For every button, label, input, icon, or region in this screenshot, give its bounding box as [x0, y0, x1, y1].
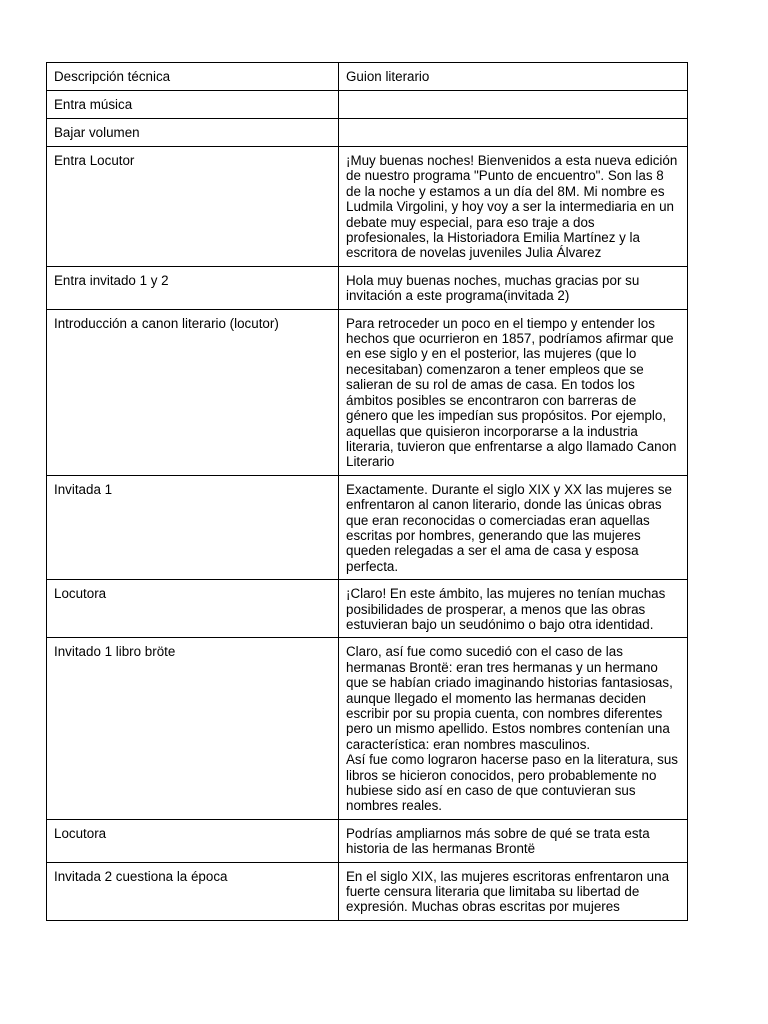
cell-script: Para retroceder un poco en el tiempo y entender los hechos que ocurrieron en 1857, podríamos afirmar que en ese siglo y en el posterior, las mujeres (que lo necesitaban) comenzaron a tener empleos que se salieran de su rol de amas de casa. En todos los ámbitos posibles se encontraron con barreras de género que les impedían sus propósitos. Por ejemplo, aquellas que quisieron incorporarse a la industria literaria, tuvieron que enfrentarse a algo llamado Canon Literario: [339, 309, 688, 475]
cell-script: [339, 91, 688, 119]
cell-technical: Invitado 1 libro bröte: [47, 638, 339, 819]
table-row: [47, 638, 688, 819]
table-row: [47, 475, 688, 579]
table-row: [47, 580, 688, 638]
cell-script: ¡Claro! En este ámbito, las mujeres no tenían muchas posibilidades de prosperar, a menos que las obras estuvieran bajo un seudónimo o bajo otra identidad.: [339, 580, 688, 638]
cell-technical: Invitada 2 cuestiona la época: [47, 862, 339, 920]
cell-script: Podrías ampliarnos más sobre de qué se trata esta historia de las hermanas Brontë: [339, 819, 688, 862]
cell-script: [339, 119, 688, 147]
table-header-row: [47, 63, 688, 91]
cell-technical: Locutora: [47, 580, 339, 638]
header-literary-script: Guion literario: [339, 63, 688, 91]
cell-script: Exactamente. Durante el siglo XIX y XX las mujeres se enfrentaron al canon literario, donde las únicas obras que eran reconocidas o comerciadas eran aquellas escritas por hombres, generando que las mujeres queden relegadas a ser el ama de casa y esposa perfecta.: [339, 475, 688, 579]
table-row: [47, 147, 688, 267]
cell-technical: Introducción a canon literario (locutor): [47, 309, 339, 475]
cell-technical: Locutora: [47, 819, 339, 862]
cell-technical: Entra música: [47, 91, 339, 119]
cell-script: En el siglo XIX, las mujeres escritoras enfrentaron una fuerte censura literaria que limitaba su libertad de expresión. Muchas obras escritas por mujeres: [339, 862, 688, 920]
cell-technical: Entra Locutor: [47, 147, 339, 267]
cell-technical: Bajar volumen: [47, 119, 339, 147]
header-technical-description: Descripción técnica: [47, 63, 339, 91]
cell-script: Hola muy buenas noches, muchas gracias por su invitación a este programa(invitada 2): [339, 266, 688, 309]
table-row: [47, 862, 688, 920]
cell-script: ¡Muy buenas noches! Bienvenidos a esta nueva edición de nuestro programa "Punto de encuentro". Son las 8 de la noche y estamos a un día del 8M. Mi nombre es Ludmila Virgolini, y hoy voy a ser la intermediaria en un debate muy especial, para eso traje a dos profesionales, la Historiadora Emilia Martínez y la escritora de novelas juveniles Julia Álvarez: [339, 147, 688, 267]
table-row: [47, 119, 688, 147]
table-row: [47, 266, 688, 309]
table-row: [47, 309, 688, 475]
cell-technical: Invitada 1: [47, 475, 339, 579]
script-table: [46, 62, 688, 921]
cell-technical: Entra invitado 1 y 2: [47, 266, 339, 309]
table-row: [47, 91, 688, 119]
cell-script: Claro, así fue como sucedió con el caso de las hermanas Brontë: eran tres hermanas y un hermano que se habían criado imaginando historias fantasiosas, aunque llegado el momento las hermanas deciden escribir por su propia cuenta, con nombres diferentes pero un mismo apellido. Estos nombres contenían una característica: eran nombres masculinos. Así fue como lograron hacerse paso en la literatura, sus libros se hicieron conocidos, pero probablemente no hubiese sido así en caso de que contuvieran sus nombres reales.: [339, 638, 688, 819]
table-row: [47, 819, 688, 862]
